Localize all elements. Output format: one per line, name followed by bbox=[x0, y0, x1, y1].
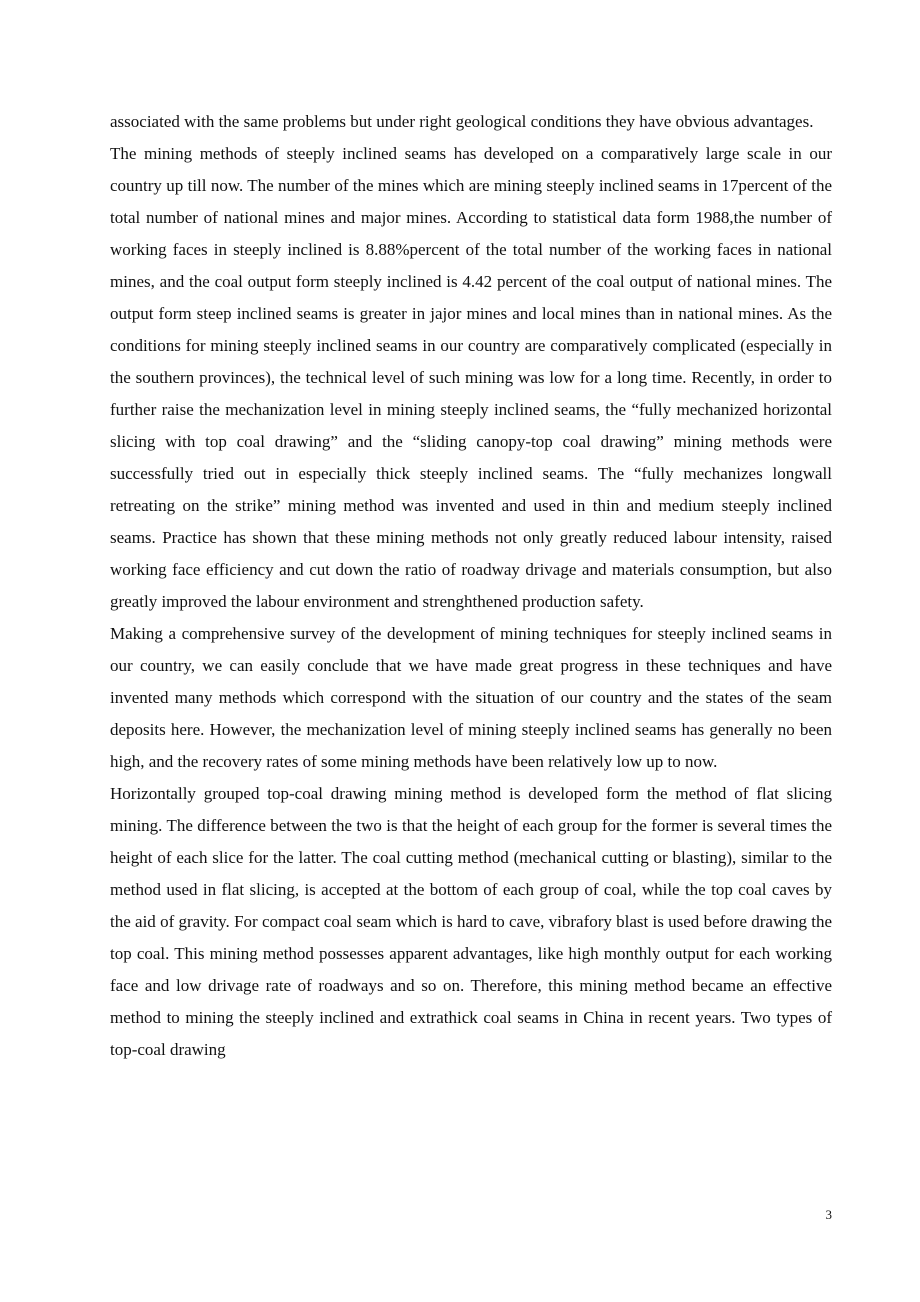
body-text bbox=[110, 106, 832, 1066]
paragraph-2: The mining methods of steeply inclined seams has developed on a comparatively large scale in our country up till now. The number of the mines which are mining steeply inclined seams in 17percent of the total number of national mines and major mines. According to statistical data form 1988,the number of working faces in steeply inclined is 8.88%percent of the total number of the working faces in national mines, and the coal output form steeply inclined is 4.42 percent of the coal output of national mines. The output form steep inclined seams is greater in jajor mines and local mines than in national mines. As the conditions for mining steeply inclined seams in our country are comparatively complicated (especially in the southern provinces), the technical level of such mining was low for a long time. Recently, in order to further raise the mechanization level in mining steeply inclined seams, the “fully mechanized horizontal slicing with top coal drawing” and the “sliding canopy-top coal drawing” mining methods were successfully tried out in especially thick steeply inclined seams. The “fully mechanizes longwall retreating on the strike” mining method was invented and used in thin and medium steeply inclined seams. Practice has shown that these mining methods not only greatly reduced labour intensity, raised working face efficiency and cut down the ratio of roadway drivage and materials consumption, but also greatly improved the labour environment and strenghthened production safety. bbox=[110, 144, 832, 611]
paragraph-1: associated with the same problems but under right geological conditions they have obvious advantages. bbox=[110, 112, 814, 131]
page-number: 3 bbox=[825, 1207, 832, 1222]
paragraph-4: Horizontally grouped top-coal drawing mining method is developed form the method of flat slicing mining. The difference between the two is that the height of each group for the former is several times the height of each slice for the latter. The coal cutting method (mechanical cutting or blasting), similar to the method used in flat slicing, is accepted at the bottom of each group of coal, while the top coal caves by the aid of gravity. For compact coal seam which is hard to cave, vibrafory blast is used before drawing the top coal. This mining method possesses apparent advantages, like high monthly output for each working face and low drivage rate of roadways and so on. Therefore, this mining method became an effective method to mining the steeply inclined and extrathick coal seams in China in recent years. Two types of top-coal drawing bbox=[110, 784, 832, 1059]
paragraph-3: Making a comprehensive survey of the development of mining techniques for steeply inclined seams in our country, we can easily conclude that we have made great progress in these techniques and have invented many methods which correspond with the situation of our country and the states of the seam deposits here. However, the mechanization level of mining steeply inclined seams has generally no been high, and the recovery rates of some mining methods have been relatively low up to now. bbox=[110, 624, 832, 771]
